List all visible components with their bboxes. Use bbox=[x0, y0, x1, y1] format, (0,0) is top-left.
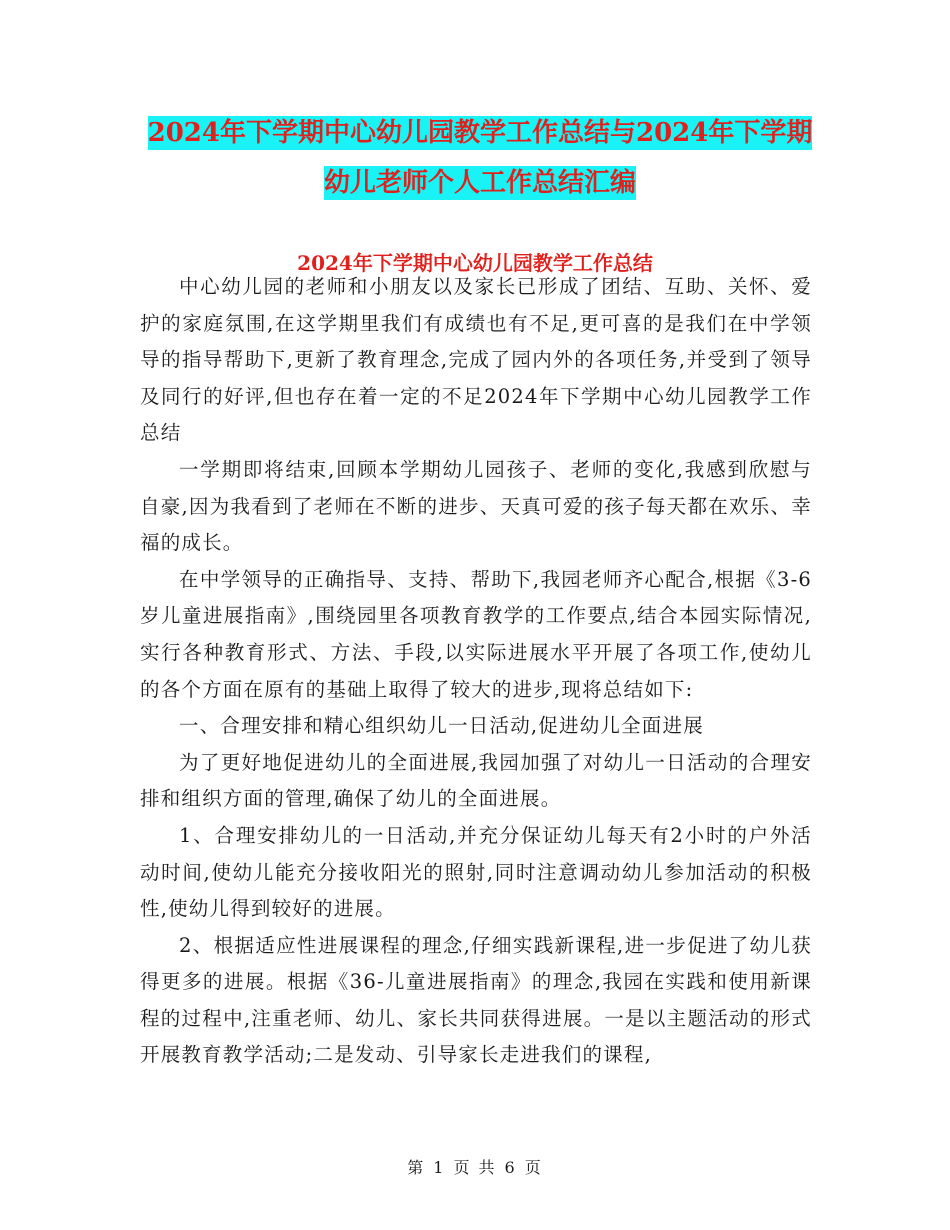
section-title: 2024年下学期中心幼儿园教学工作总结 bbox=[297, 251, 653, 275]
paragraph: 中心幼儿园的老师和小朋友以及家长已形成了团结、互助、关怀、爱护的家庭氛围,在这学期里我们有成绩也有不足,更可喜的是我们在中学领导的指导帮助下,更新了教育理念,完成了园内外的各项任务,并受到了领导及同行的好评,但也存在着一定的不足2024年下学期中心幼儿园教学工作总结 bbox=[140, 275, 812, 445]
document-title-text: 2024年下学期中心幼儿园教学工作总结与2024年下学期幼儿老师个人工作总结汇编 bbox=[147, 118, 813, 198]
page-footer bbox=[0, 1155, 950, 1178]
total-pages-number: 6 bbox=[504, 1158, 517, 1177]
page-label-prefix: 第 bbox=[407, 1158, 426, 1177]
paragraph: 2、根据适应性进展课程的理念,仔细实践新课程,进一步促进了幼儿获得更多的进展。根据《36-儿童进展指南》的理念,我园在实践和使用新课程的过程中,注重老师、幼儿、家长共同获得进展。一是以主题活动的形式开展教育教学活动;二是发动、引导家长走进我们的课程, bbox=[140, 933, 812, 1067]
page-label-mid: 页 共 bbox=[453, 1158, 497, 1177]
subheading: 一、合理安排和精心组织幼儿一日活动,促进幼儿全面进展 bbox=[179, 714, 704, 738]
current-page-number: 1 bbox=[433, 1158, 446, 1177]
paragraph: 为了更好地促进幼儿的全面进展,我园加强了对幼儿一日活动的合理安排和组织方面的管理,确保了幼儿的全面进展。 bbox=[140, 750, 812, 811]
paragraph: 在中学领导的正确指导、支持、帮助下,我园老师齐心配合,根据《3-6岁儿童进展指南》,围绕园里各项教育教学的工作要点,结合本园实际情况,实行各种教育形式、方法、手段,以实际进展水平开展了各项工作,使幼儿的各个方面在原有的基础上取得了较大的进步,现将总结如下: bbox=[140, 567, 812, 701]
page-label-suffix: 页 bbox=[524, 1158, 543, 1177]
document-title bbox=[140, 108, 820, 208]
document-body bbox=[140, 269, 812, 1074]
paragraph: 一学期即将结束,回顾本学期幼儿园孩子、老师的变化,我感到欣慰与自豪,因为我看到了老师在不断的进步、天真可爱的孩子每天都在欢乐、幸福的成长。 bbox=[140, 457, 812, 555]
paragraph: 1、合理安排幼儿的一日活动,并充分保证幼儿每天有2小时的户外活动时间,使幼儿能充分接收阳光的照射,同时注意调动幼儿参加活动的积极性,使幼儿得到较好的进展。 bbox=[140, 823, 812, 921]
